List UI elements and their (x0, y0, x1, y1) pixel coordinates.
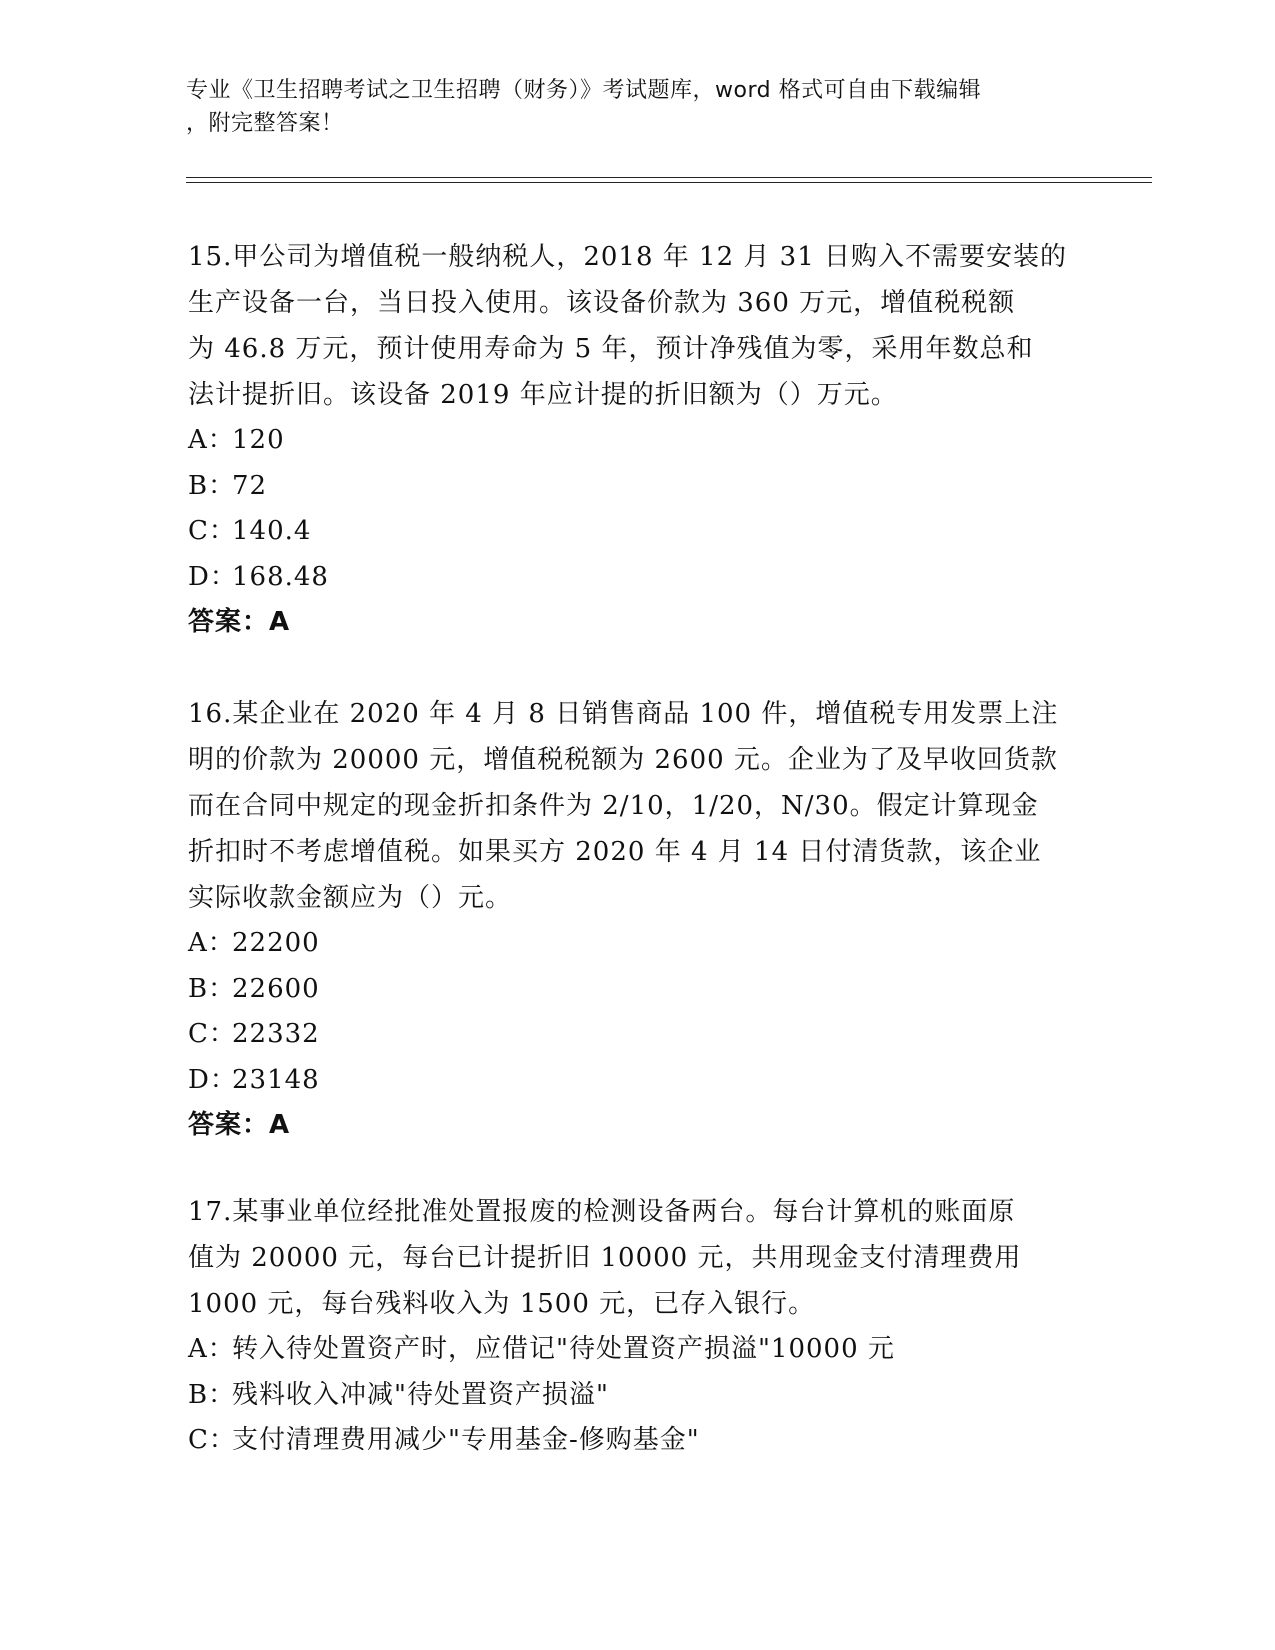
option-c (188, 1012, 1088, 1058)
stem-line: 17.某事业单位经批准处置报废的检测设备两台。每台计算机的账面原 (188, 1197, 1016, 1227)
option-text: 22332 (232, 1019, 320, 1050)
stem-line: 明的价款为 20000 元，增值税税额为 2600 元。企业为了及早收回货款 (188, 745, 1058, 775)
option-c (188, 1418, 1088, 1464)
option-key: A： (188, 928, 235, 958)
option-a (188, 418, 1088, 464)
question-16 (188, 691, 1088, 1149)
option-text: 23148 (232, 1064, 320, 1095)
answer-line: 答案：A (188, 607, 291, 638)
stem-line: 1000 元，每台残料收入为 1500 元，已存入银行。 (188, 1289, 816, 1319)
option-c (188, 509, 1088, 555)
option-key: D： (188, 1064, 237, 1095)
stem-line: 值为 20000 元，每台已计提折旧 10000 元，共用现金支付清理费用 (188, 1243, 1022, 1273)
option-key: B： (188, 973, 236, 1004)
option-d (188, 555, 1088, 601)
option-d (188, 1058, 1088, 1104)
option-key: A： (188, 425, 235, 455)
option-key: D： (188, 561, 237, 592)
stem-line: 15.甲公司为增值税一般纳税人，2018 年 12 月 31 日购入不需要安装的 (188, 242, 1068, 272)
option-a (188, 1327, 1088, 1373)
header-line-2: ，附完整答案！ (186, 111, 344, 136)
option-key: C： (188, 516, 236, 547)
question-stem (188, 691, 1088, 921)
stem-line: 为 46.8 万元，预计使用寿命为 5 年，预计净残值为零，采用年数总和 (188, 334, 1034, 364)
stem-line: 折扣时不考虑增值税。如果买方 2020 年 4 月 14 日付清货款，该企业 (188, 837, 1042, 867)
option-text: 22200 (232, 928, 320, 958)
option-text: 转入待处置资产时，应借记"待处置资产损溢"10000 元 (232, 1334, 895, 1364)
header-divider-bottom (186, 182, 1152, 183)
answer-line: 答案：A (188, 1110, 291, 1141)
stem-line: 而在合同中规定的现金折扣条件为 2/10，1/20，N/30。假定计算现金 (188, 791, 1039, 821)
option-text: 168.48 (232, 561, 329, 592)
option-text: 72 (232, 470, 268, 501)
option-b (188, 967, 1088, 1013)
question-17 (188, 1189, 1088, 1464)
option-key: C： (188, 1425, 236, 1456)
question-15 (188, 234, 1088, 646)
question-stem (188, 1189, 1088, 1327)
header-line-1: 专业《卫生招聘考试之卫生招聘（财务）》考试题库，word 格式可自由下载编辑 (186, 78, 982, 103)
option-text: 残料收入冲减"待处置资产损溢" (232, 1379, 609, 1410)
question-stem (188, 234, 1088, 418)
stem-line: 生产设备一台，当日投入使用。该设备价款为 360 万元，增值税税额 (188, 288, 1016, 318)
option-text: 140.4 (232, 516, 312, 547)
option-text: 22600 (232, 973, 320, 1004)
option-key: B： (188, 1379, 236, 1410)
option-key: A： (188, 1334, 235, 1364)
option-b (188, 1373, 1088, 1419)
stem-line: 16.某企业在 2020 年 4 月 8 日销售商品 100 件，增值税专用发票上注 (188, 699, 1059, 729)
option-key: C： (188, 1019, 236, 1050)
option-key: B： (188, 470, 236, 501)
document-header (186, 74, 1066, 140)
stem-line: 实际收款金额应为（）元。 (188, 883, 513, 913)
option-text: 120 (232, 425, 285, 455)
option-a (188, 921, 1088, 967)
stem-line: 法计提折旧。该设备 2019 年应计提的折旧额为（）万元。 (188, 380, 898, 410)
header-divider-top (186, 177, 1152, 178)
option-text: 支付清理费用减少"专用基金-修购基金" (232, 1425, 700, 1456)
option-b (188, 464, 1088, 510)
